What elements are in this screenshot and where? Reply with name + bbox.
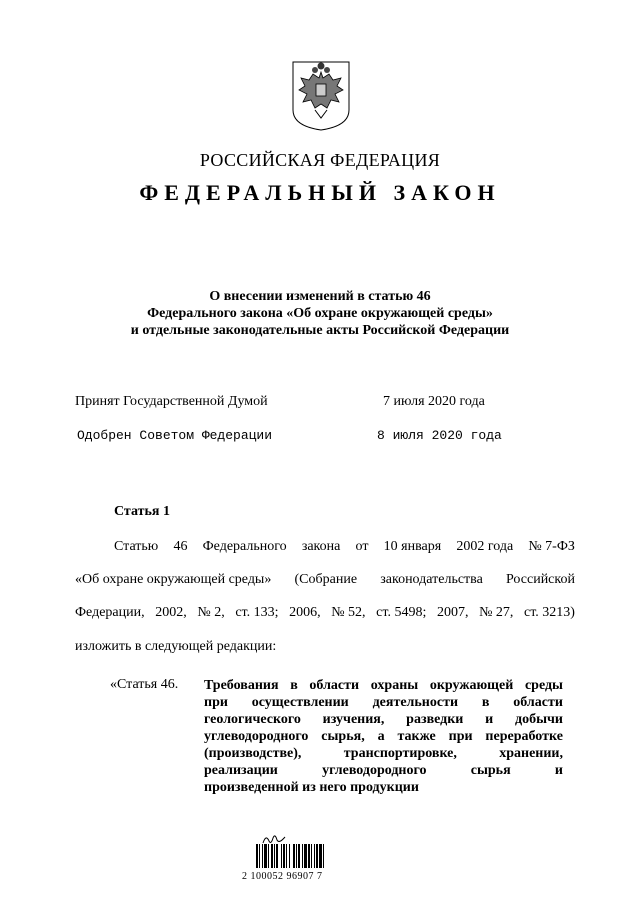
word: транспортировке, — [343, 746, 457, 761]
barcode-bar — [311, 844, 312, 868]
word: области — [309, 678, 360, 693]
word: окружающей — [429, 678, 514, 693]
article-text-line-2 — [75, 571, 575, 588]
title-line-last: произведенной из него продукции — [204, 780, 419, 795]
barcode-image — [256, 844, 360, 868]
new-article-title — [204, 677, 563, 796]
council-approval-label: Одобрен Советом Федерации — [77, 428, 273, 443]
word: № 7-ФЗ — [528, 539, 575, 554]
council-approval-date: 8 июля 2020 года — [377, 428, 502, 443]
duma-adoption-label: Принят Государственной Думой — [75, 394, 268, 409]
word: при — [204, 695, 228, 710]
word: (Собрание — [294, 572, 358, 587]
barcode-bar — [262, 844, 263, 868]
word: осуществлении — [251, 695, 349, 710]
word: ст. 3213) — [524, 605, 575, 620]
article-text-line-1 — [114, 538, 575, 555]
barcode-bar — [268, 844, 269, 868]
word: Федерации, — [75, 605, 145, 620]
barcode-bar — [281, 844, 282, 868]
coat-of-arms-emblem — [289, 58, 353, 132]
word: при — [448, 729, 473, 744]
word: сырья, — [321, 729, 365, 744]
law-subject — [0, 288, 640, 339]
word: сырья — [470, 763, 511, 778]
barcode-bar — [302, 844, 303, 868]
word: № 52, — [331, 605, 366, 620]
title-line — [204, 762, 563, 779]
word: в — [481, 695, 490, 710]
word: переработке — [485, 729, 563, 744]
word: № 2, — [197, 605, 225, 620]
word: (производстве), — [204, 746, 302, 761]
barcode-bar — [289, 844, 290, 868]
word: в — [290, 678, 298, 693]
barcode-bar — [296, 844, 297, 868]
word: добычи — [515, 712, 563, 727]
word: углеводородного — [322, 763, 427, 778]
barcode-bar — [298, 844, 300, 868]
word: 2002 года — [456, 539, 514, 554]
law-subject-line: Федерального закона «Об охране окружающей среды» — [147, 306, 493, 321]
title-line — [204, 694, 563, 711]
barcode-bar — [304, 844, 307, 868]
word: и — [485, 712, 494, 727]
word: реализации — [204, 763, 278, 778]
word: «Об охране окружающей среды» — [75, 572, 272, 587]
word: от — [355, 539, 369, 554]
word: ст. 5498; — [376, 605, 427, 620]
word: деятельности — [372, 695, 459, 710]
title-line — [204, 745, 563, 762]
article-heading: Статья 1 — [114, 504, 170, 519]
barcode-bar — [274, 844, 275, 868]
word: 46 — [173, 539, 188, 554]
article-text-line-3 — [75, 604, 575, 621]
word: хранении, — [499, 746, 563, 761]
barcode-bar — [319, 844, 322, 868]
barcode-bar — [256, 844, 258, 868]
word: Российской — [505, 572, 575, 587]
barcode-bar — [323, 844, 324, 868]
word: и — [554, 763, 563, 778]
word: 2006, — [289, 605, 321, 620]
word: Требования — [204, 678, 279, 693]
word: 2002, — [155, 605, 187, 620]
barcode-bar — [293, 844, 295, 868]
title-line — [204, 728, 563, 745]
word: законодательства — [380, 572, 483, 587]
word: ст. 133; — [235, 605, 279, 620]
word: охраны — [370, 678, 419, 693]
word: разведки — [406, 712, 464, 727]
barcode-number: 2 100052 96907 7 — [242, 871, 323, 882]
word: также — [397, 729, 436, 744]
new-article-number: «Статья 46. — [110, 677, 179, 692]
word: изучения, — [322, 712, 385, 727]
state-name: РОССИЙСКАЯ ФЕДЕРАЦИЯ — [199, 150, 441, 170]
article-text-line-4: изложить в следующей редакции: — [75, 639, 277, 654]
word: среды — [524, 678, 563, 693]
barcode-bar — [286, 844, 287, 868]
word: а — [377, 729, 385, 744]
barcode-bar — [316, 844, 318, 868]
barcode-bar — [314, 844, 315, 868]
law-subject-line: и отдельные законодательные акты Российской Федерации — [130, 323, 510, 338]
word: геологического — [204, 712, 301, 727]
word: Статью — [114, 539, 159, 554]
word: закона — [301, 539, 341, 554]
barcode-bar — [308, 844, 310, 868]
title-line — [204, 677, 563, 694]
duma-adoption-date: 7 июля 2020 года — [383, 394, 485, 409]
document-type: ФЕДЕРАЛЬНЫЙ ЗАКОН — [139, 180, 501, 205]
word: 10 января — [383, 539, 442, 554]
barcode-bar — [283, 844, 285, 868]
word: 2007, — [436, 605, 469, 620]
word: № 27, — [479, 605, 514, 620]
law-subject-line: О внесении изменений в статью 46 — [209, 289, 431, 304]
title-line — [204, 711, 563, 728]
word: Федерального — [202, 539, 287, 554]
barcode-bar — [271, 844, 273, 868]
barcode-bar — [276, 844, 278, 868]
barcode-bar — [259, 844, 260, 868]
word: области — [513, 695, 563, 710]
barcode-bar — [264, 844, 267, 868]
word: углеводородного — [204, 729, 309, 744]
